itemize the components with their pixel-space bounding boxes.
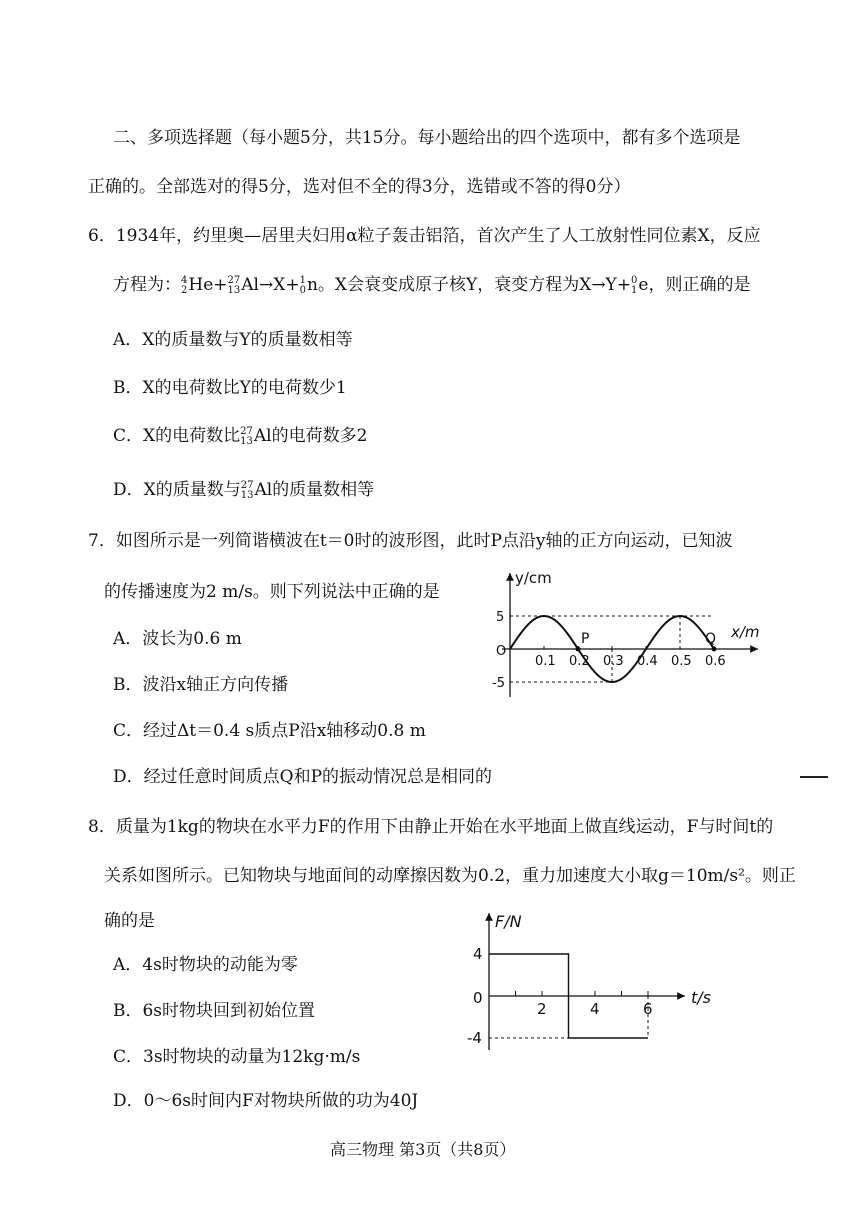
q6-line2-suffix: ，则正确的是 — [648, 275, 751, 295]
q8-stem-line1: 8．质量为1kg的物块在水平力F的作用下由静止开始在水平地面上做直线运动，F与时间t的 — [88, 817, 774, 837]
q7-x-tick-label: 0.4 — [637, 654, 658, 669]
q7-y-tick-label: -5 — [492, 676, 505, 691]
nuclide-al — [241, 480, 272, 501]
al-charge-number: 13 — [227, 284, 241, 296]
he-symbol: He — [188, 275, 214, 295]
q8-y-axis-label: F/N — [495, 912, 522, 931]
q7-stem-line2: 的传播速度为2 m/s。则下列说法中正确的是 — [104, 582, 440, 602]
q7-option-c: C．经过Δt＝0.4 s质点P沿x轴移动0.8 m — [113, 721, 426, 741]
q7-option-d: D．经过任意时间质点Q和P的振动情况总是相同的 — [113, 767, 493, 787]
section-header-line1: 二、多项选择题（每小题5分，共15分。每小题给出的四个选项中，都有多个选项是 — [113, 128, 741, 148]
q6-line2-prefix: 方程为： — [113, 275, 181, 295]
nuclide-al — [240, 426, 271, 447]
page-footer: 高三物理 第3页（共8页） — [330, 1140, 516, 1159]
q7-option-b: B．波沿x轴正方向传播 — [113, 675, 289, 695]
he-charge-number: 2 — [181, 284, 188, 296]
q7-origin-label: O — [496, 644, 507, 659]
reaction-arrow: →X+ — [258, 275, 300, 295]
q8-option-c: C．3s时物块的动量为12kg·m/s — [113, 1047, 361, 1067]
al-charge-number: 13 — [240, 489, 254, 501]
q7-x-tick-label: 0.5 — [671, 654, 692, 669]
plus-sign: + — [213, 275, 228, 295]
q8-option-d: D．0～6s时间内F对物块所做的功为40J — [113, 1091, 419, 1111]
q6-option-d-prefix: D．X的质量数与 — [113, 480, 241, 500]
q6-option-b: B．X的电荷数比Y的电荷数少1 — [113, 378, 347, 398]
q6-option-c — [113, 421, 367, 447]
he-mass-number: 4 — [181, 274, 188, 286]
q6-option-c-suffix: 的电荷数多2 — [271, 426, 368, 446]
q7-x-tick-label: 0.1 — [535, 654, 556, 669]
margin-mark — [800, 776, 828, 778]
al-mass-number: 27 — [240, 425, 253, 437]
q7-point-p-label: P — [581, 631, 590, 647]
nuclide-n — [300, 275, 318, 296]
q7-x-tick-label: 0.6 — [705, 654, 726, 669]
al-symbol: Al — [241, 275, 259, 295]
q8-option-a: A．4s时物块的动能为零 — [113, 955, 298, 975]
q8-stem-line3: 确的是 — [104, 911, 155, 931]
q8-stem-line2: 关系如图所示。已知物块与地面间的动摩擦因数为0.2，重力加速度大小取g＝10m/s²。则正 — [104, 866, 796, 886]
q8-t-tick-label: 2 — [537, 1000, 547, 1018]
q7-point-q-label: Q — [705, 631, 717, 647]
q6-stem-line2 — [113, 270, 750, 296]
n-mass-number: 1 — [299, 274, 306, 286]
q6-stem-line1: 6．1934年，约里奥—居里夫妇用α粒子轰击铝箔，首次产生了人工放射性同位素X，反应 — [88, 226, 761, 246]
q7-y-axis-label: y/cm — [515, 569, 552, 587]
e-symbol: e — [638, 275, 649, 295]
al-mass-number: 27 — [227, 274, 241, 286]
e-mass-number: 0 — [631, 274, 638, 286]
q6-option-d — [113, 475, 374, 501]
q6-line2-mid: 。X会衰变成原子核Y，衰变方程为X→Y+ — [317, 275, 632, 295]
q6-option-a: A．X的质量数与Y的质量数相等 — [113, 330, 353, 350]
section-header-line2: 正确的。全部选对的得5分，选对但不全的得3分，选错或不答的得0分） — [88, 177, 631, 197]
q8-x-axis-label: t/s — [691, 988, 711, 1007]
q7-wave-graph — [490, 565, 770, 705]
q7-stem-line1: 7．如图所示是一列简谐横波在t＝0时的波形图，此时P点沿y轴的正方向运动，已知波 — [88, 531, 733, 551]
nuclide-he — [181, 275, 213, 296]
q6-option-d-suffix: 的质量数相等 — [272, 480, 375, 500]
q8-t-tick-label: 4 — [590, 1000, 600, 1018]
q7-point-p — [576, 647, 581, 652]
q7-y-tick-label: 5 — [496, 610, 505, 625]
al-symbol: Al — [253, 426, 272, 446]
q8-f-tick-label: -4 — [467, 1029, 482, 1047]
q7-x-axis-label: x/m — [731, 623, 760, 641]
al-symbol: Al — [254, 480, 273, 500]
q8-t-tick-label: 6 — [643, 1000, 653, 1018]
nuclide-e — [631, 275, 648, 296]
q8-f-tick-label: 4 — [473, 945, 483, 963]
q8-option-b: B．6s时物块回到初始位置 — [113, 1001, 316, 1021]
q6-option-c-prefix: C．X的电荷数比 — [113, 426, 241, 446]
e-charge-number: 1 — [631, 284, 638, 296]
q7-option-a: A．波长为0.6 m — [113, 629, 242, 649]
n-charge-number: 0 — [299, 284, 306, 296]
nuclide-al — [228, 275, 259, 296]
al-mass-number: 27 — [240, 479, 254, 491]
n-symbol: n — [306, 275, 318, 295]
q8-origin-label: 0 — [473, 989, 483, 1007]
q7-x-tick-label: 0.3 — [603, 654, 624, 669]
q7-x-tick-label: 0.2 — [569, 654, 590, 669]
q7-point-q — [712, 647, 717, 652]
q8-force-graph — [455, 905, 745, 1055]
al-charge-number: 13 — [240, 435, 253, 447]
